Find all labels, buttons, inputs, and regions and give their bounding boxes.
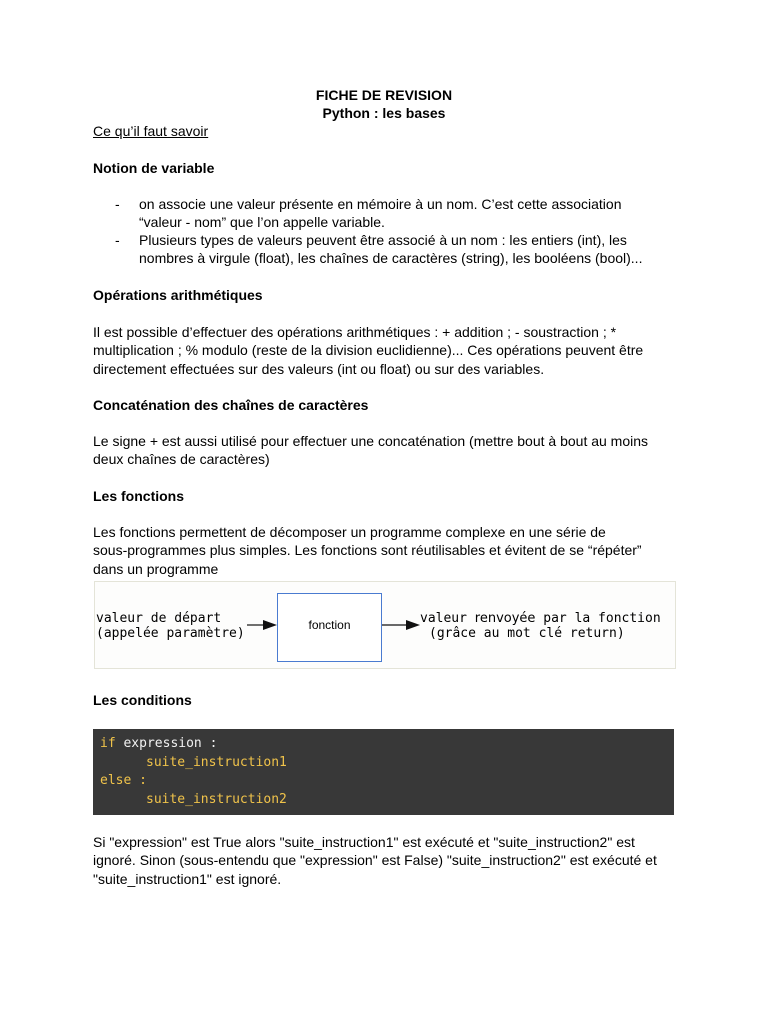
- section-heading-functions: Les fonctions: [93, 488, 185, 504]
- paragraph-conditions: [93, 833, 683, 888]
- diagram-output-line: (grâce au mot clé return): [429, 626, 625, 641]
- section-heading-variable: Notion de variable: [93, 160, 215, 176]
- paragraph-line: directement effectuées sur des valeurs (int ou float) ou sur des variables.: [93, 360, 545, 377]
- paragraph-line: Si "expression" est True alors "suite_instruction1" est exécuté et "suite_instruction2" est: [93, 834, 635, 850]
- input-arrow-head: [263, 620, 277, 630]
- diagram-output-line: [420, 611, 661, 626]
- diagram-input-label: [96, 611, 245, 641]
- diagram-output-word: renvoyée: [474, 611, 536, 626]
- bullet-line: on associe une valeur présente en mémoire à un nom. C’est cette association: [139, 196, 622, 212]
- section-heading-concatenation: Concaténation des chaînes de caractères: [93, 397, 369, 413]
- diagram-input-line: (appelée paramètre): [96, 626, 245, 641]
- code-line: suite_instruction1: [146, 754, 287, 770]
- paragraph-concatenation: [93, 432, 683, 469]
- paragraph-line: multiplication ; % modulo (reste de la division euclidienne)... Ces opérations peuvent être: [93, 342, 644, 359]
- paragraph-line: Il est possible d’effectuer des opérations arithmétiques : + addition ; - soustraction ; *: [93, 324, 617, 340]
- document-title: FICHE DE REVISION: [315, 87, 453, 103]
- function-diagram: [94, 581, 676, 669]
- paragraph-line: deux chaînes de caractères): [93, 451, 270, 468]
- code-line: suite_instruction2: [146, 791, 287, 807]
- paragraph-operations: [93, 323, 683, 378]
- diagram-output-word: valeur: [420, 611, 467, 626]
- paragraph-line: Le signe + est aussi utilisé pour effectuer une concaténation (mettre bout à bout au moins: [93, 433, 649, 449]
- code-block: [93, 729, 674, 815]
- paragraph-line: sous-programmes plus simples. Les fonctions sont réutilisables et évitent de se “répéter”: [93, 542, 642, 559]
- section-heading-operations: Opérations arithmétiques: [93, 287, 263, 303]
- bullet-item: [139, 231, 679, 268]
- paragraph-line: dans un programme: [93, 560, 219, 577]
- bullet-line: “valeur - nom” que l’on appelle variable.: [139, 214, 385, 231]
- bullet-line: nombres à virgule (float), les chaînes de caractères (string), les booléens (bool)...: [139, 250, 643, 267]
- paragraph-functions: [93, 523, 683, 578]
- code-keyword: if: [100, 736, 116, 751]
- diagram-output-label: [420, 611, 661, 641]
- code-text: expression :: [115, 736, 218, 751]
- diagram-box-label: fonction: [308, 618, 351, 632]
- code-line: else :: [100, 773, 147, 788]
- intro-heading: Ce qu’il faut savoir: [93, 123, 209, 139]
- output-arrow-head: [406, 620, 420, 630]
- diagram-input-line: valeur de départ: [96, 611, 222, 626]
- paragraph-line: ignoré. Sinon (sous-entendu que "expression" est False) "suite_instruction2" est exécuté et: [93, 852, 657, 869]
- document-subtitle: Python : les bases: [322, 105, 446, 121]
- section-heading-conditions: Les conditions: [93, 692, 192, 708]
- diagram-output-word: par la fonction: [543, 611, 661, 626]
- bullet-dash: -: [115, 232, 120, 248]
- bullet-line: Plusieurs types de valeurs peuvent être associé à un nom : les entiers (int), les: [139, 232, 627, 248]
- paragraph-line: "suite_instruction1" est ignoré.: [93, 870, 282, 887]
- bullet-item: [139, 195, 679, 232]
- bullet-dash: -: [115, 196, 120, 212]
- paragraph-line: Les fonctions permettent de décomposer un programme complexe en une série de: [93, 524, 606, 540]
- code-line: [100, 735, 667, 754]
